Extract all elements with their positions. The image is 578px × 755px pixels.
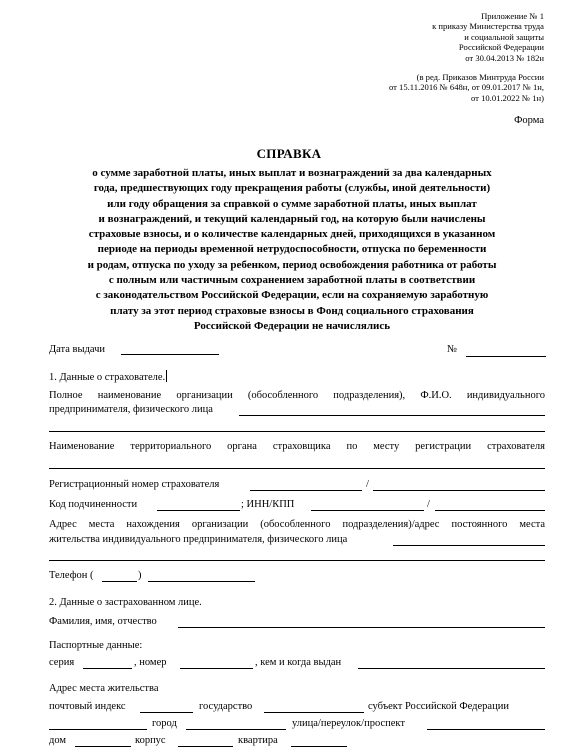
apartment-label: квартира	[238, 735, 278, 746]
amendment-note	[389, 72, 544, 103]
address-field[interactable]	[393, 545, 545, 546]
subordination-code-field[interactable]	[157, 510, 240, 511]
header-line: к приказу Министерства труда	[432, 21, 544, 32]
address-label-line2: жительства индивидуального предпринимателя, физического лица	[49, 534, 348, 545]
phone-code-field[interactable]	[102, 581, 137, 582]
inn-field[interactable]	[311, 510, 424, 511]
kpp-field[interactable]	[435, 510, 545, 511]
document-title: СПРАВКА	[256, 146, 322, 161]
subtitle-line: или году обращения за справкой о сумме заработной платы, иных выплат	[107, 197, 477, 210]
header-line: и социальной защиты	[464, 31, 544, 42]
apartment-field[interactable]	[291, 746, 347, 747]
header-line: Приложение № 1	[481, 11, 544, 21]
issue-date-field[interactable]	[121, 354, 219, 355]
city-label: город	[152, 718, 177, 729]
country-field[interactable]	[264, 712, 364, 713]
amendment-line: (в ред. Приказов Минтруда России	[416, 72, 544, 82]
appendix-header	[432, 11, 544, 63]
section-1-heading	[49, 370, 167, 384]
passport-issued-field[interactable]	[358, 668, 545, 669]
header-line: от 30.04.2013 № 182н	[465, 52, 544, 63]
issue-date-label: Дата выдачи	[49, 344, 106, 355]
subordination-code-label: Код подчиненности	[49, 499, 138, 510]
house-field[interactable]	[75, 746, 131, 747]
subtitle-line: периоде на периоды временной нетрудоспособности, отпуска по беременности	[97, 243, 487, 256]
reg-number-label: Регистрационный номер страхователя	[49, 479, 220, 490]
passport-series-label: серия	[49, 657, 75, 668]
subtitle-line: и вознаграждений, и текущий календарный год, на которую были начислены	[98, 212, 486, 225]
inn-kpp-label: ; ИНН/КПП	[241, 499, 295, 510]
residence-address-label: Адрес места жительства	[49, 683, 159, 694]
subtitle-line: о сумме заработной платы, иных выплат и вознаграждений за два календарных	[92, 167, 492, 179]
section-1-text: 1. Данные о страхователе.	[49, 372, 166, 383]
house-label: дом	[49, 735, 67, 746]
number-field[interactable]	[466, 344, 546, 357]
passport-series-field[interactable]	[83, 668, 132, 669]
postcode-field[interactable]	[140, 712, 193, 713]
subtitle-line: плату за этот период страховые взносы в Фонд социального страхования	[110, 304, 474, 317]
country-label: государство	[199, 701, 253, 712]
address-field-continued[interactable]	[49, 560, 545, 561]
territorial-body-label: Наименование территориального органа страховщика по месту регистрации страхователя	[49, 441, 545, 452]
reg-number-separator: /	[366, 479, 369, 490]
phone-paren: )	[138, 570, 142, 581]
address-label-line1: Адрес места нахождения организации (обособленного подразделения)/адрес постоянного места	[49, 519, 545, 530]
passport-number-label: , номер	[134, 657, 167, 668]
subtitle-line: и родам, отпуска по уходу за ребенком, период освобождения работника от работы	[87, 258, 497, 271]
subtitle-line: Российской Федерации не начислялись	[193, 319, 391, 332]
passport-label: Паспортные данные:	[49, 640, 143, 651]
subtitle-line: страховые взносы, и о количестве календарных дней, приходящихся в указанном	[88, 228, 496, 241]
full-name-label: Фамилия, имя, отчество	[49, 616, 157, 627]
phone-number-field[interactable]	[148, 581, 255, 582]
territorial-body-field[interactable]	[49, 468, 545, 469]
inn-kpp-separator: /	[427, 499, 430, 510]
org-name-field[interactable]	[239, 415, 545, 416]
city-field[interactable]	[186, 729, 286, 730]
org-name-label-line1: Полное наименование организации (обособленного подразделения), Ф.И.О. индивидуального	[49, 390, 545, 401]
street-field[interactable]	[427, 729, 545, 730]
reg-number-field-2[interactable]	[373, 490, 545, 491]
amendment-line: от 15.11.2016 № 648н, от 09.01.2017 № 1н,	[388, 82, 544, 93]
form-label: Форма	[514, 115, 544, 126]
header-line: Российской Федерации	[458, 42, 544, 53]
text-cursor	[166, 370, 167, 382]
full-name-field[interactable]	[178, 627, 545, 628]
number-label: №	[447, 344, 458, 355]
org-name-label-line2: предпринимателя, физического лица	[49, 404, 213, 415]
document-subtitle	[36, 166, 548, 334]
phone-label: Телефон (	[49, 570, 94, 581]
street-label: улица/переулок/проспект	[292, 718, 405, 729]
reg-number-field[interactable]	[250, 490, 362, 491]
passport-number-field[interactable]	[180, 668, 253, 669]
subtitle-line: с законодательством Российской Федерации, если на сохраняемую заработную	[95, 289, 489, 302]
org-name-field-continued[interactable]	[49, 431, 545, 432]
passport-issued-label: , кем и когда выдан	[255, 657, 342, 668]
postcode-label: почтовый индекс	[49, 701, 126, 712]
amendment-line: от 10.01.2022 № 1н)	[470, 92, 544, 103]
subtitle-line: года, предшествующих году прекращения работы (службы, иной деятельности)	[93, 182, 491, 195]
subtitle-line: с полным или частичным сохранением заработной платы в соответствии	[108, 274, 476, 287]
region-field[interactable]	[49, 729, 147, 730]
section-2-heading: 2. Данные о застрахованном лице.	[49, 597, 202, 608]
building-field[interactable]	[178, 746, 233, 747]
building-label: корпус	[135, 735, 166, 746]
region-label: субъект Российской Федерации	[368, 701, 509, 712]
